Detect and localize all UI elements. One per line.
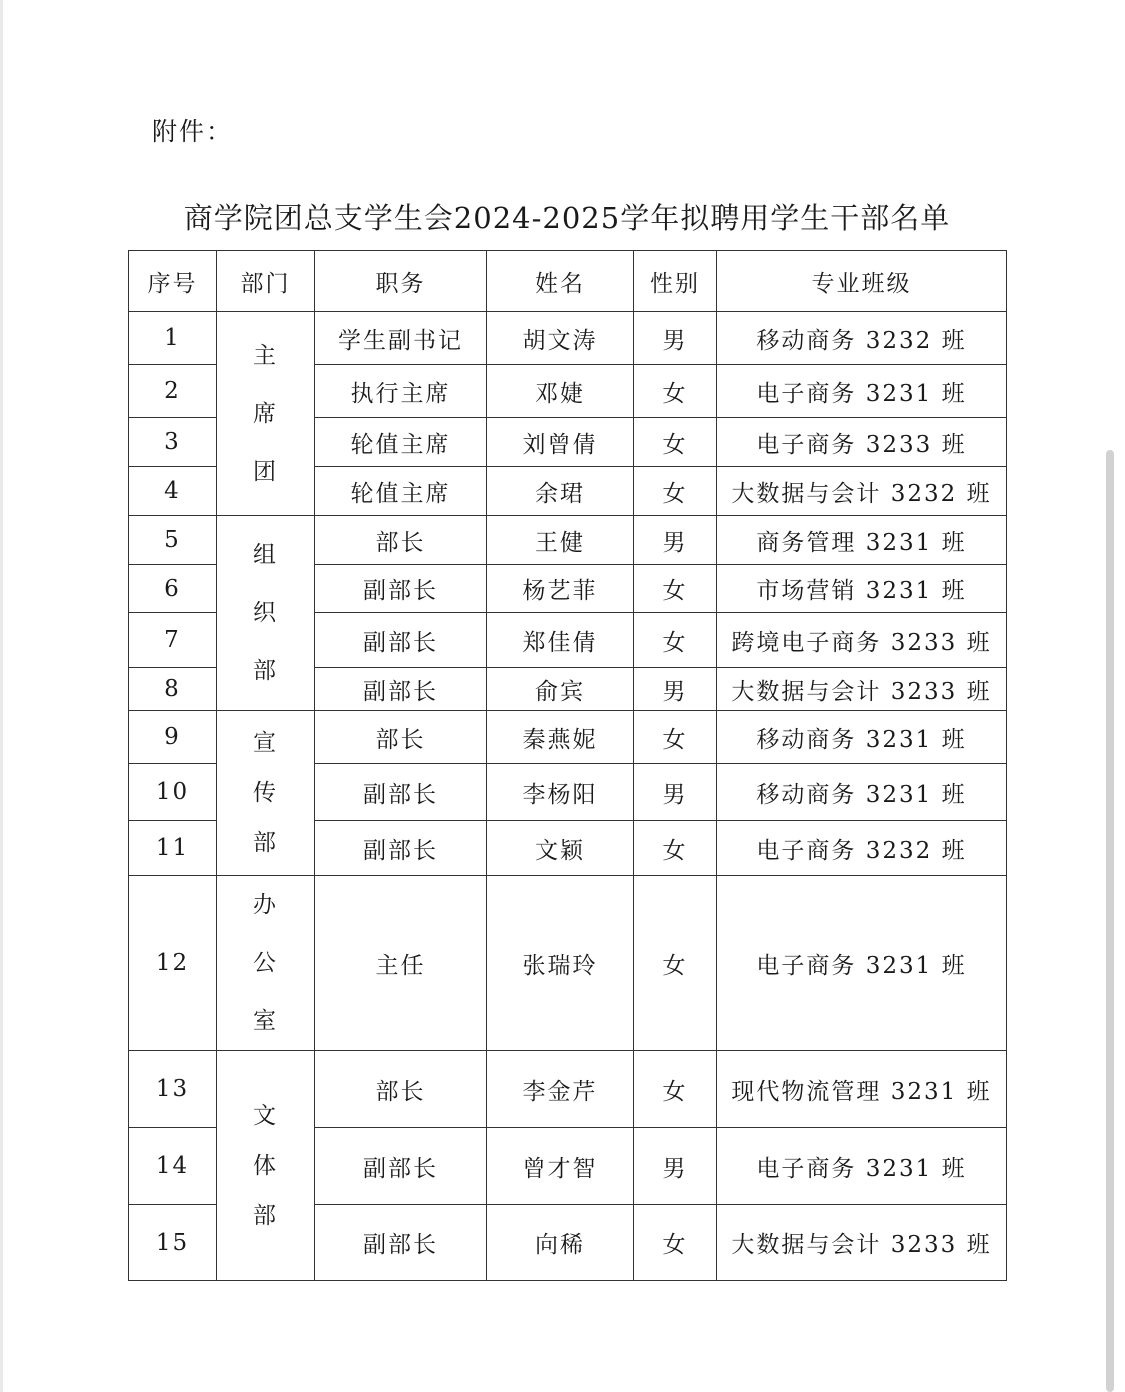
class-cell: 大数据与会计 3232 班 [717,467,1007,516]
position-cell: 主任 [315,876,487,1051]
class-cell: 现代物流管理 3231 班 [717,1051,1007,1128]
row-index: 5 [129,516,217,565]
gender-cell: 女 [634,467,717,516]
class-cell: 电子商务 3231 班 [717,876,1007,1051]
name-cell: 向稀 [487,1205,634,1281]
position-cell: 部长 [315,516,487,565]
cadre-table [128,250,1007,1281]
name-cell: 杨艺菲 [487,565,634,613]
department-cell [217,876,315,1051]
class-cell: 电子商务 3231 班 [717,1128,1007,1205]
department-name: 主 席 团 [253,342,278,485]
position-cell: 副部长 [315,821,487,876]
attachment-label: 附件： [152,117,234,146]
name-cell: 李金芹 [487,1051,634,1128]
scrollbar[interactable] [1106,450,1114,1392]
name-cell: 张瑞玲 [487,876,634,1051]
gender-cell: 男 [634,312,717,365]
gender-cell: 男 [634,668,717,711]
row-index: 7 [129,613,217,668]
header-gender: 性别 [634,251,717,312]
gender-cell: 女 [634,876,717,1051]
table-body [129,312,1007,1281]
row-index: 11 [129,821,217,876]
class-cell: 电子商务 3232 班 [717,821,1007,876]
row-index: 1 [129,312,217,365]
page-edge [0,0,3,1392]
class-cell: 移动商务 3231 班 [717,711,1007,764]
class-cell: 电子商务 3231 班 [717,365,1007,418]
gender-cell: 男 [634,764,717,821]
row-index: 14 [129,1128,217,1205]
gender-cell: 男 [634,516,717,565]
department-cell [217,711,315,876]
position-cell: 副部长 [315,1128,487,1205]
row-index: 12 [129,876,217,1051]
class-cell: 电子商务 3233 班 [717,418,1007,467]
name-cell: 曾才智 [487,1128,634,1205]
name-cell: 邓婕 [487,365,634,418]
name-cell: 郑佳倩 [487,613,634,668]
name-cell: 秦燕妮 [487,711,634,764]
department-name: 文 体 部 [253,1102,278,1229]
header-index: 序号 [129,251,217,312]
position-cell: 执行主席 [315,365,487,418]
header-name: 姓名 [487,251,634,312]
row-index: 4 [129,467,217,516]
name-cell: 俞宾 [487,668,634,711]
gender-cell: 男 [634,1128,717,1205]
position-cell: 轮值主席 [315,418,487,467]
position-cell: 副部长 [315,613,487,668]
table-row [129,1051,1007,1128]
gender-cell: 女 [634,821,717,876]
gender-cell: 女 [634,565,717,613]
row-index: 10 [129,764,217,821]
row-index: 6 [129,565,217,613]
position-cell: 副部长 [315,1205,487,1281]
department-name: 宣 传 部 [253,730,278,856]
class-cell: 大数据与会计 3233 班 [717,668,1007,711]
row-index: 3 [129,418,217,467]
name-cell: 刘曾倩 [487,418,634,467]
class-cell: 市场营销 3231 班 [717,565,1007,613]
position-cell: 副部长 [315,565,487,613]
name-cell: 余珺 [487,467,634,516]
department-cell [217,312,315,516]
name-cell: 李杨阳 [487,764,634,821]
gender-cell: 女 [634,365,717,418]
table-header-row [129,251,1007,312]
row-index: 9 [129,711,217,764]
position-cell: 部长 [315,1051,487,1128]
header-department: 部门 [217,251,315,312]
header-position: 职务 [315,251,487,312]
position-cell: 副部长 [315,668,487,711]
header-class: 专业班级 [717,251,1007,312]
table-row [129,876,1007,1051]
name-cell: 文颖 [487,821,634,876]
row-index: 13 [129,1051,217,1128]
name-cell: 胡文涛 [487,312,634,365]
gender-cell: 女 [634,1205,717,1281]
row-index: 8 [129,668,217,711]
table-row [129,711,1007,764]
row-index: 2 [129,365,217,418]
gender-cell: 女 [634,711,717,764]
position-cell: 学生副书记 [315,312,487,365]
class-cell: 跨境电子商务 3233 班 [717,613,1007,668]
department-cell [217,1051,315,1281]
department-cell [217,516,315,711]
row-index: 15 [129,1205,217,1281]
document-title: 商学院团总支学生会2024-2025学年拟聘用学生干部名单 [183,201,951,235]
class-cell: 商务管理 3231 班 [717,516,1007,565]
department-name: 组 织 部 [253,542,278,684]
class-cell: 移动商务 3232 班 [717,312,1007,365]
department-name: 办 公 室 [253,892,278,1034]
position-cell: 副部长 [315,764,487,821]
gender-cell: 女 [634,418,717,467]
class-cell: 移动商务 3231 班 [717,764,1007,821]
class-cell: 大数据与会计 3233 班 [717,1205,1007,1281]
position-cell: 轮值主席 [315,467,487,516]
table-row [129,516,1007,565]
gender-cell: 女 [634,1051,717,1128]
position-cell: 部长 [315,711,487,764]
name-cell: 王健 [487,516,634,565]
gender-cell: 女 [634,613,717,668]
table-row [129,312,1007,365]
